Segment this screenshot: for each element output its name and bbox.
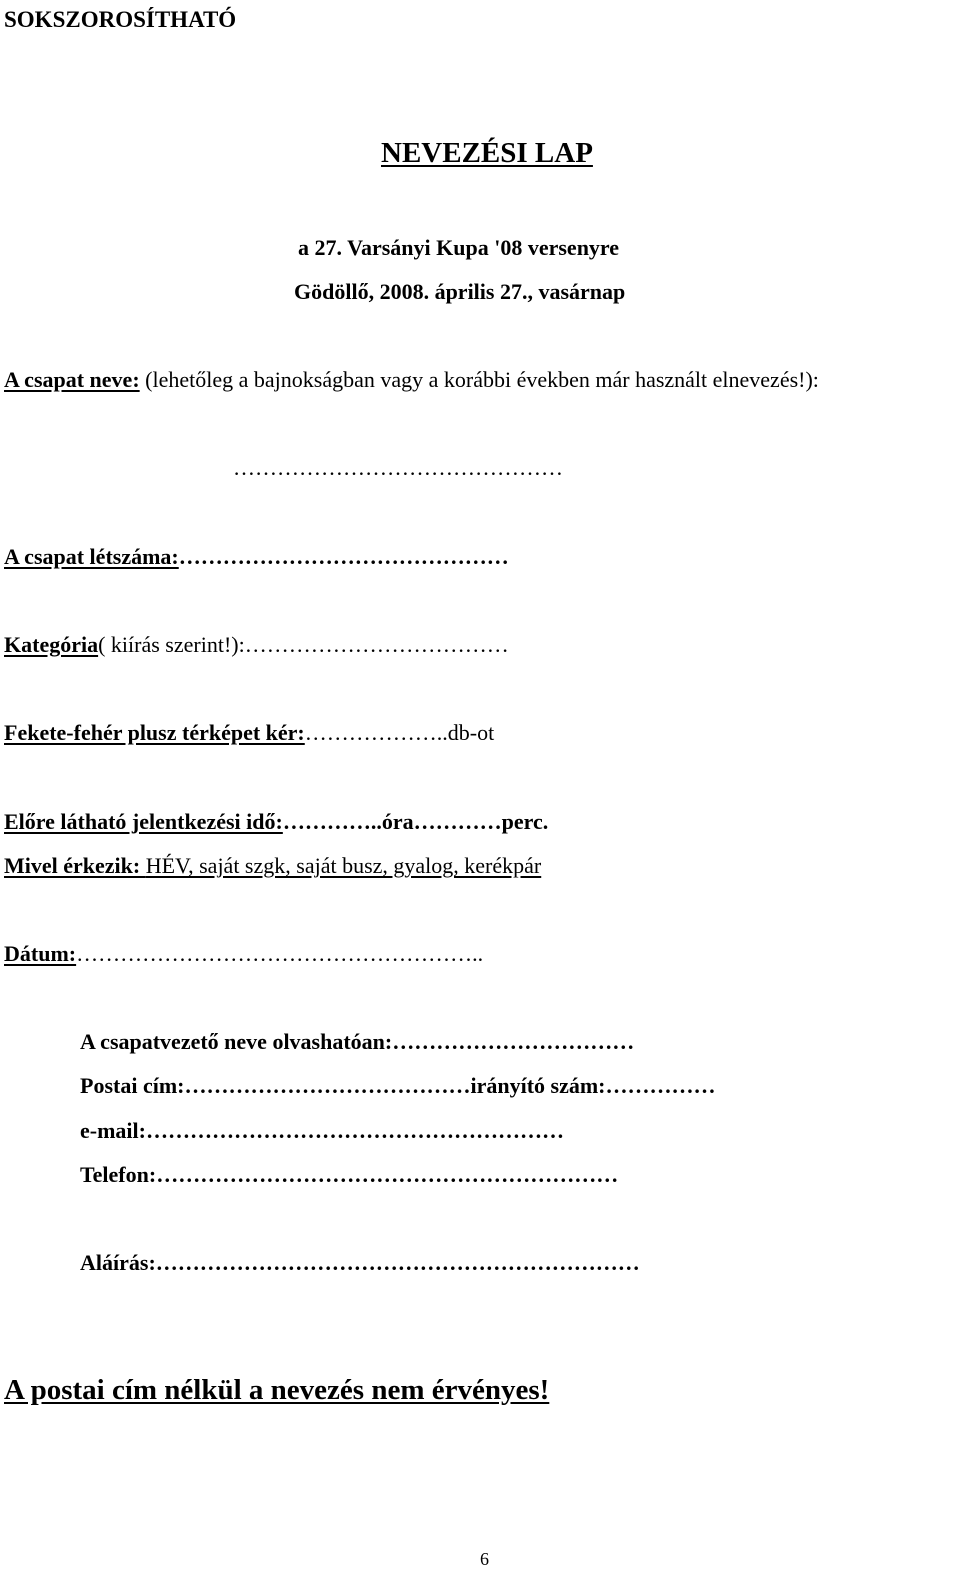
postal-warning: A postai cím nélkül a nevezés nem érvényes! bbox=[4, 1374, 550, 1406]
map-row bbox=[4, 722, 494, 744]
date-row bbox=[4, 943, 483, 965]
map-label: Fekete-fehér plusz térképet kér: bbox=[4, 720, 305, 745]
transport-label: Mivel érkezik: bbox=[4, 853, 146, 878]
postal-field[interactable]: ………………………………… bbox=[184, 1073, 471, 1098]
zip-label: irányító szám: bbox=[470, 1073, 606, 1098]
postal-label: Postai cím: bbox=[80, 1073, 185, 1098]
leader-name-field[interactable]: …………………………… bbox=[392, 1029, 635, 1054]
team-name-row bbox=[4, 369, 819, 391]
phone-field[interactable]: ……………………………………………………… bbox=[156, 1162, 619, 1187]
email-label: e-mail: bbox=[80, 1118, 146, 1143]
team-name-hint: (lehetőleg a bajnokságban vagy a korábbi években már használt elnevezés!): bbox=[139, 367, 819, 392]
category-label: Kategória bbox=[4, 632, 99, 657]
phone-row bbox=[80, 1164, 618, 1186]
headcount-row bbox=[4, 546, 509, 568]
arrival-hours-unit: óra bbox=[381, 809, 414, 834]
map-unit: db-ot bbox=[447, 720, 495, 745]
form-title: NEVEZÉSI LAP bbox=[381, 137, 593, 169]
copy-note: SOKSZOROSÍTHATÓ bbox=[4, 7, 237, 32]
arrival-row bbox=[4, 811, 548, 833]
signature-label: Aláírás: bbox=[80, 1250, 156, 1275]
category-hint: ( kiírás szerint!): bbox=[98, 632, 245, 657]
date-label: Dátum: bbox=[4, 941, 77, 966]
team-name-field[interactable]: ……………………………………… bbox=[233, 455, 563, 480]
leader-name-row bbox=[80, 1031, 634, 1053]
postal-row bbox=[80, 1075, 716, 1097]
phone-label: Telefon: bbox=[80, 1162, 157, 1187]
map-field[interactable]: ……………….. bbox=[304, 720, 448, 745]
arrival-minutes-field[interactable]: ………… bbox=[413, 809, 502, 834]
email-field[interactable]: ………………………………………………… bbox=[145, 1118, 564, 1143]
category-row bbox=[4, 634, 509, 656]
date-field[interactable]: ……………………………………………….. bbox=[76, 941, 484, 966]
event-name: a 27. Varsányi Kupa '08 versenyre bbox=[298, 235, 620, 260]
transport-options: HÉV, saját szgk, saját busz, gyalog, kerékpár bbox=[145, 853, 542, 878]
headcount-field[interactable]: ……………………………………… bbox=[178, 544, 509, 569]
headcount-label: A csapat létszáma: bbox=[4, 544, 179, 569]
page-number: 6 bbox=[480, 1549, 489, 1569]
leader-name-label: A csapatvezető neve olvashatóan: bbox=[80, 1029, 393, 1054]
signature-row bbox=[80, 1252, 640, 1274]
arrival-label: Előre látható jelentkezési idő: bbox=[4, 809, 283, 834]
arrival-hours-field[interactable]: ………….. bbox=[282, 809, 382, 834]
zip-field[interactable]: …………… bbox=[605, 1073, 716, 1098]
team-name-label: A csapat neve: bbox=[4, 367, 140, 392]
transport-row bbox=[4, 855, 541, 877]
signature-field[interactable]: ………………………………………………………… bbox=[155, 1250, 640, 1275]
category-field[interactable]: ……………………………… bbox=[244, 632, 509, 657]
event-date-place: Gödöllő, 2008. április 27., vasárnap bbox=[294, 279, 626, 304]
arrival-minutes-unit: perc. bbox=[501, 809, 549, 834]
email-row bbox=[80, 1120, 564, 1142]
